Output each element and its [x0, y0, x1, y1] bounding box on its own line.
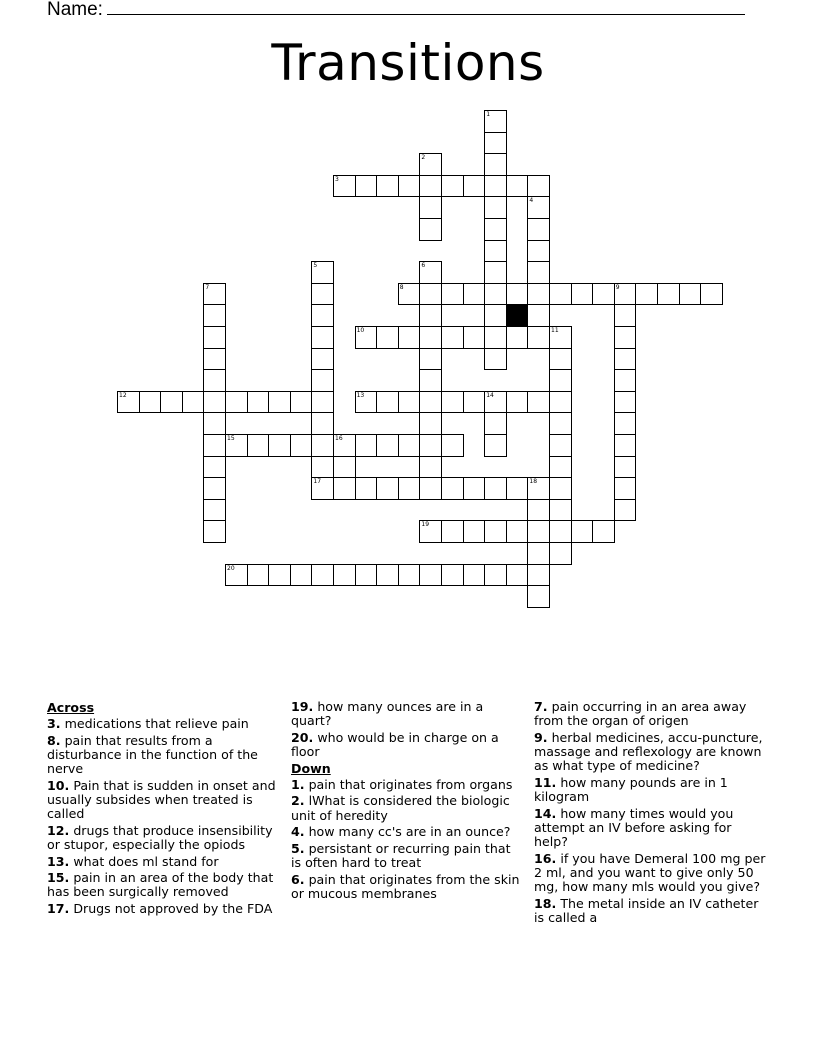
crossword-cell[interactable]	[247, 564, 270, 587]
crossword-cell[interactable]	[290, 434, 313, 457]
clue-text: who would be in charge on a floor	[291, 729, 499, 759]
crossword-cell[interactable]	[376, 434, 399, 457]
crossword-cell[interactable]	[419, 304, 442, 327]
clue-text: if you have Demeral 100 mg per 2 ml, and you want to give only 50 mg, how many mls would you give?	[534, 850, 766, 894]
crossword-cell[interactable]	[311, 456, 334, 479]
crossword-cell[interactable]	[549, 391, 572, 414]
clue-item	[534, 852, 766, 895]
crossword-cell[interactable]	[463, 326, 486, 349]
clue-number-label: 18.	[534, 895, 557, 911]
crossword-cell[interactable]	[614, 412, 637, 435]
crossword-cell[interactable]	[419, 153, 442, 176]
crossword-cell[interactable]	[592, 520, 615, 543]
crossword-cell[interactable]	[376, 477, 399, 500]
crossword-cell[interactable]	[506, 283, 529, 306]
clue-number: 5	[313, 262, 318, 270]
crossword-cell[interactable]	[203, 456, 226, 479]
crossword-cell[interactable]	[527, 283, 550, 306]
clue-text: how many ounces are in a quart?	[291, 699, 484, 729]
crossword-cell[interactable]	[527, 585, 550, 608]
crossword-cell[interactable]	[527, 218, 550, 241]
crossword-cell[interactable]	[311, 304, 334, 327]
clue-number: 3	[335, 175, 339, 183]
clue-number-label: 1.	[291, 776, 305, 792]
crossword-cell[interactable]	[419, 456, 442, 479]
clue-item	[291, 825, 523, 839]
clue-text: what does ml stand for	[69, 853, 219, 869]
clue-item	[47, 717, 279, 731]
clue-number-label: 5.	[291, 840, 305, 856]
crossword-cell[interactable]	[355, 175, 378, 198]
clue-text: medications that relieve pain	[60, 716, 249, 732]
crossword-cell[interactable]	[527, 240, 550, 263]
clue-number: 15	[227, 435, 235, 442]
down-header: Down	[291, 760, 331, 776]
clue-number: 20	[227, 564, 235, 572]
crossword-cell[interactable]	[614, 391, 637, 414]
crossword-cell[interactable]	[463, 175, 486, 198]
crossword-cell[interactable]	[614, 456, 637, 479]
crossword-cell[interactable]	[506, 564, 529, 587]
crossword-cell[interactable]	[614, 283, 637, 306]
crossword-cell[interactable]	[484, 110, 507, 133]
clue-item	[47, 855, 279, 869]
crossword-cell[interactable]	[376, 391, 399, 414]
clue-number: 9	[615, 283, 620, 291]
crossword-cell[interactable]	[484, 153, 507, 176]
crossword-cell[interactable]	[700, 283, 723, 306]
crossword-cell[interactable]	[463, 391, 486, 414]
crossword-cell[interactable]	[549, 520, 572, 543]
crossword-cell[interactable]	[679, 283, 702, 306]
crossword-cell[interactable]	[419, 391, 442, 414]
crossword-cell[interactable]	[333, 564, 356, 587]
crossword-cell[interactable]	[203, 348, 226, 371]
clue-number: 18	[529, 478, 538, 486]
clue-text: how many times would you attempt an IV before asking for help?	[534, 805, 734, 849]
clue-number-label: 8.	[47, 732, 61, 748]
crossword-cell[interactable]	[203, 283, 226, 306]
clue-item	[534, 776, 766, 804]
crossword-cell[interactable]	[571, 520, 594, 543]
crossword-cell[interactable]	[203, 391, 226, 414]
crossword-cell[interactable]	[441, 391, 464, 414]
crossword-cell[interactable]	[225, 564, 248, 587]
crossword-cell[interactable]	[376, 326, 399, 349]
crossword-cell[interactable]	[203, 304, 226, 327]
crossword-cell[interactable]	[571, 283, 594, 306]
clue-number: 10	[356, 327, 365, 334]
crossword-cell[interactable]	[657, 283, 680, 306]
clue-item	[291, 778, 523, 792]
crossword-cell[interactable]	[549, 542, 572, 565]
crossword-cell[interactable]	[290, 564, 313, 587]
crossword-cell[interactable]	[527, 542, 550, 565]
crossword-cell[interactable]	[247, 434, 270, 457]
clue-number: 7	[205, 283, 210, 291]
crossword-cell[interactable]	[484, 520, 507, 543]
clue-number-label: 12.	[47, 822, 70, 838]
crossword-cell[interactable]	[484, 240, 507, 263]
crossword-cell[interactable]	[549, 326, 572, 349]
crossword-cell[interactable]	[203, 369, 226, 392]
crossword-cell[interactable]	[419, 434, 442, 457]
crossword-cell[interactable]	[268, 391, 291, 414]
clue-number: 2	[421, 154, 426, 162]
clue-number-label: 19.	[291, 699, 314, 714]
crossword-cell[interactable]	[290, 391, 313, 414]
black-square	[506, 304, 527, 326]
crossword-cell[interactable]	[355, 564, 378, 587]
clue-number: 14	[486, 391, 494, 399]
crossword-cell[interactable]	[549, 456, 572, 479]
clue-number: 13	[356, 391, 365, 399]
clue-number: 12	[119, 391, 127, 399]
crossword-cell[interactable]	[376, 175, 399, 198]
crossword-cell[interactable]	[527, 261, 550, 284]
crossword-cell[interactable]	[203, 477, 226, 500]
crossword-cell[interactable]	[419, 175, 442, 198]
clue-item	[47, 824, 279, 852]
crossword-cell[interactable]	[549, 348, 572, 371]
clue-text: pain that originates from organs	[304, 776, 513, 792]
crossword-cell[interactable]	[268, 434, 291, 457]
clue-number-label: 2.	[291, 793, 305, 809]
crossword-cell[interactable]	[635, 283, 658, 306]
clue-text: how many pounds are in 1 kilogram	[534, 774, 728, 804]
crossword-cell[interactable]	[506, 175, 529, 198]
crossword-cell[interactable]	[484, 326, 507, 349]
crossword-cell[interactable]	[592, 283, 615, 306]
crossword-cell[interactable]	[614, 304, 637, 327]
crossword-cell[interactable]	[549, 283, 572, 306]
crossword-cell[interactable]	[268, 564, 291, 587]
crossword-cell[interactable]	[527, 564, 550, 587]
crossword-cell[interactable]	[527, 304, 550, 327]
crossword-cell[interactable]	[398, 434, 421, 457]
crossword-cell[interactable]	[333, 434, 356, 457]
crossword-cell[interactable]	[484, 477, 507, 500]
crossword-cell[interactable]	[355, 477, 378, 500]
crossword-cell[interactable]	[398, 477, 421, 500]
crossword-cell[interactable]	[484, 132, 507, 155]
crossword-cell[interactable]	[419, 520, 442, 543]
crossword-cell[interactable]	[225, 434, 248, 457]
crossword-cell[interactable]	[506, 326, 529, 349]
clue-number-label: 15.	[47, 870, 70, 886]
clue-number-label: 4.	[291, 824, 305, 840]
clue-text: pain that results from a disturbance in the function of the nerve	[47, 732, 258, 777]
crossword-cell[interactable]	[398, 175, 421, 198]
crossword-cell[interactable]	[203, 434, 226, 457]
crossword-cell[interactable]	[311, 564, 334, 587]
clue-number: 1	[486, 111, 491, 118]
crossword-cell[interactable]	[117, 391, 140, 414]
clue-item	[291, 700, 523, 728]
crossword-cell[interactable]	[441, 477, 464, 500]
clue-number-label: 6.	[291, 871, 305, 887]
crossword-cell[interactable]	[333, 456, 356, 479]
crossword-cell[interactable]	[484, 283, 507, 306]
crossword-cell[interactable]	[506, 477, 529, 500]
crossword-cell[interactable]	[376, 564, 399, 587]
crossword-cell[interactable]	[333, 477, 356, 500]
clue-item	[534, 807, 766, 850]
clue-number-label: 10.	[47, 777, 70, 793]
crossword-cell[interactable]	[549, 434, 572, 457]
clue-number-label: 13.	[47, 853, 70, 869]
crossword-cell[interactable]	[614, 369, 637, 392]
crossword-cell[interactable]	[419, 348, 442, 371]
clues-column-3	[534, 700, 766, 927]
crossword-cell[interactable]	[527, 326, 550, 349]
clue-item	[534, 897, 766, 925]
crossword-cell[interactable]	[311, 261, 334, 284]
crossword-cell[interactable]	[419, 412, 442, 435]
crossword-cell[interactable]	[484, 218, 507, 241]
crossword-cell[interactable]	[139, 391, 162, 414]
crossword-cell[interactable]	[484, 175, 507, 198]
crossword-cell[interactable]	[614, 499, 637, 522]
crossword-cell[interactable]	[484, 304, 507, 327]
clue-text: how many cc's are in an ounce?	[304, 824, 511, 840]
crossword-cell[interactable]	[463, 564, 486, 587]
clue-number: 11	[551, 327, 559, 334]
crossword-cell[interactable]	[463, 283, 486, 306]
crossword-cell[interactable]	[484, 196, 507, 219]
crossword-cell[interactable]	[398, 391, 421, 414]
crossword-cell[interactable]	[614, 477, 637, 500]
crossword-cell[interactable]	[419, 326, 442, 349]
crossword-cell[interactable]	[419, 564, 442, 587]
crossword-cell[interactable]	[549, 499, 572, 522]
crossword-cell[interactable]	[484, 261, 507, 284]
crossword-cell[interactable]	[355, 434, 378, 457]
crossword-cell[interactable]	[182, 391, 205, 414]
page-title: Transitions	[271, 34, 545, 92]
crossword-cell[interactable]	[484, 348, 507, 371]
crossword-cell[interactable]	[311, 348, 334, 371]
clue-item	[291, 731, 523, 759]
crossword-cell[interactable]	[527, 499, 550, 522]
clue-item	[47, 902, 279, 916]
crossword-cell[interactable]	[311, 283, 334, 306]
crossword-cell[interactable]	[614, 326, 637, 349]
clue-text: pain in an area of the body that has been surgically removed	[47, 870, 274, 900]
crossword-cell[interactable]	[506, 391, 529, 414]
clues-column-2	[291, 700, 523, 903]
crossword-cell[interactable]	[484, 412, 507, 435]
clue-number: 4	[529, 197, 534, 205]
crossword-cell[interactable]	[311, 477, 334, 500]
clue-item	[291, 842, 523, 870]
crossword-cell[interactable]	[225, 391, 248, 414]
clue-number: 6	[421, 262, 426, 270]
crossword-cell[interactable]	[203, 412, 226, 435]
clue-text: lWhat is considered the biologic unit of heredity	[291, 793, 510, 823]
crossword-cell[interactable]	[614, 348, 637, 371]
crossword-cell[interactable]	[203, 499, 226, 522]
clue-text: drugs that produce insensibility or stupor, especially the opiods	[47, 822, 273, 852]
clue-number: 19	[421, 521, 430, 529]
clue-item	[47, 779, 279, 822]
clues-column-1	[47, 700, 279, 919]
clue-number-label: 14.	[534, 805, 557, 821]
crossword-cell[interactable]	[527, 391, 550, 414]
crossword-cell[interactable]	[160, 391, 183, 414]
clue-item	[534, 700, 766, 728]
crossword-cell[interactable]	[441, 283, 464, 306]
crossword-cell[interactable]	[549, 477, 572, 500]
crossword-cell[interactable]	[463, 477, 486, 500]
crossword-cell[interactable]	[441, 520, 464, 543]
crossword-cell[interactable]	[506, 520, 529, 543]
clue-item	[534, 731, 766, 774]
clue-number-label: 11.	[534, 774, 557, 790]
crossword-cell[interactable]	[527, 175, 550, 198]
clue-number: 17	[313, 478, 322, 486]
crossword-cell[interactable]	[311, 369, 334, 392]
crossword-cell[interactable]	[527, 196, 550, 219]
crossword-cell[interactable]	[614, 434, 637, 457]
crossword-cell[interactable]	[484, 564, 507, 587]
crossword-cell[interactable]	[419, 369, 442, 392]
crossword-cell[interactable]	[311, 326, 334, 349]
crossword-cell[interactable]	[441, 564, 464, 587]
clue-number: 16	[335, 435, 343, 442]
crossword-cell[interactable]	[398, 283, 421, 306]
clue-number-label: 3.	[47, 716, 61, 732]
clue-item	[47, 871, 279, 899]
crossword-cell[interactable]	[355, 391, 378, 414]
clue-number-label: 20.	[291, 729, 314, 745]
crossword-cell[interactable]	[441, 326, 464, 349]
crossword-cell[interactable]	[311, 391, 334, 414]
clue-number-label: 7.	[534, 699, 548, 714]
crossword-cell[interactable]	[419, 477, 442, 500]
crossword-cell[interactable]	[203, 520, 226, 543]
crossword-cell[interactable]	[203, 326, 226, 349]
clue-text: The metal inside an IV catheter is called a	[534, 895, 759, 925]
crossword-cell[interactable]	[247, 391, 270, 414]
crossword-cell[interactable]	[419, 283, 442, 306]
crossword-cell[interactable]	[463, 520, 486, 543]
crossword-cell[interactable]	[333, 175, 356, 198]
crossword-cell[interactable]	[441, 175, 464, 198]
crossword-cell[interactable]	[484, 391, 507, 414]
clue-number-label: 16.	[534, 850, 557, 866]
across-header: Across	[47, 700, 95, 715]
clue-number: 8	[399, 283, 404, 291]
crossword-cell[interactable]	[398, 326, 421, 349]
crossword-cell[interactable]	[311, 412, 334, 435]
clue-text: pain occurring in an area away from the organ of origen	[534, 699, 747, 729]
clue-text: Pain that is sudden in onset and usually subsides when treated is called	[47, 777, 276, 822]
clue-item	[47, 734, 279, 777]
name-label: Name:	[47, 0, 103, 20]
crossword-cell[interactable]	[549, 369, 572, 392]
crossword-cell[interactable]	[311, 434, 334, 457]
crossword-cell[interactable]	[549, 412, 572, 435]
crossword-cell[interactable]	[398, 564, 421, 587]
clue-number-label: 9.	[534, 729, 548, 745]
clue-text: Drugs not approved by the FDA	[69, 900, 273, 916]
clue-text: pain that originates from the skin or mucous membranes	[291, 871, 520, 901]
crossword-cell[interactable]	[527, 520, 550, 543]
crossword-cell[interactable]	[527, 477, 550, 500]
crossword-cell[interactable]	[419, 196, 442, 219]
crossword-cell[interactable]	[441, 434, 464, 457]
clue-item	[291, 873, 523, 901]
crossword-cell[interactable]	[484, 434, 507, 457]
crossword-cell[interactable]	[355, 326, 378, 349]
crossword-cell[interactable]	[419, 218, 442, 241]
crossword-cell[interactable]	[419, 261, 442, 284]
clue-text: persistant or recurring pain that is often hard to treat	[291, 840, 511, 870]
clue-number-label: 17.	[47, 900, 70, 916]
clue-text: herbal medicines, accu-puncture, massage and reflexology are known as what type of medicine?	[534, 729, 763, 774]
clue-item	[291, 794, 523, 822]
